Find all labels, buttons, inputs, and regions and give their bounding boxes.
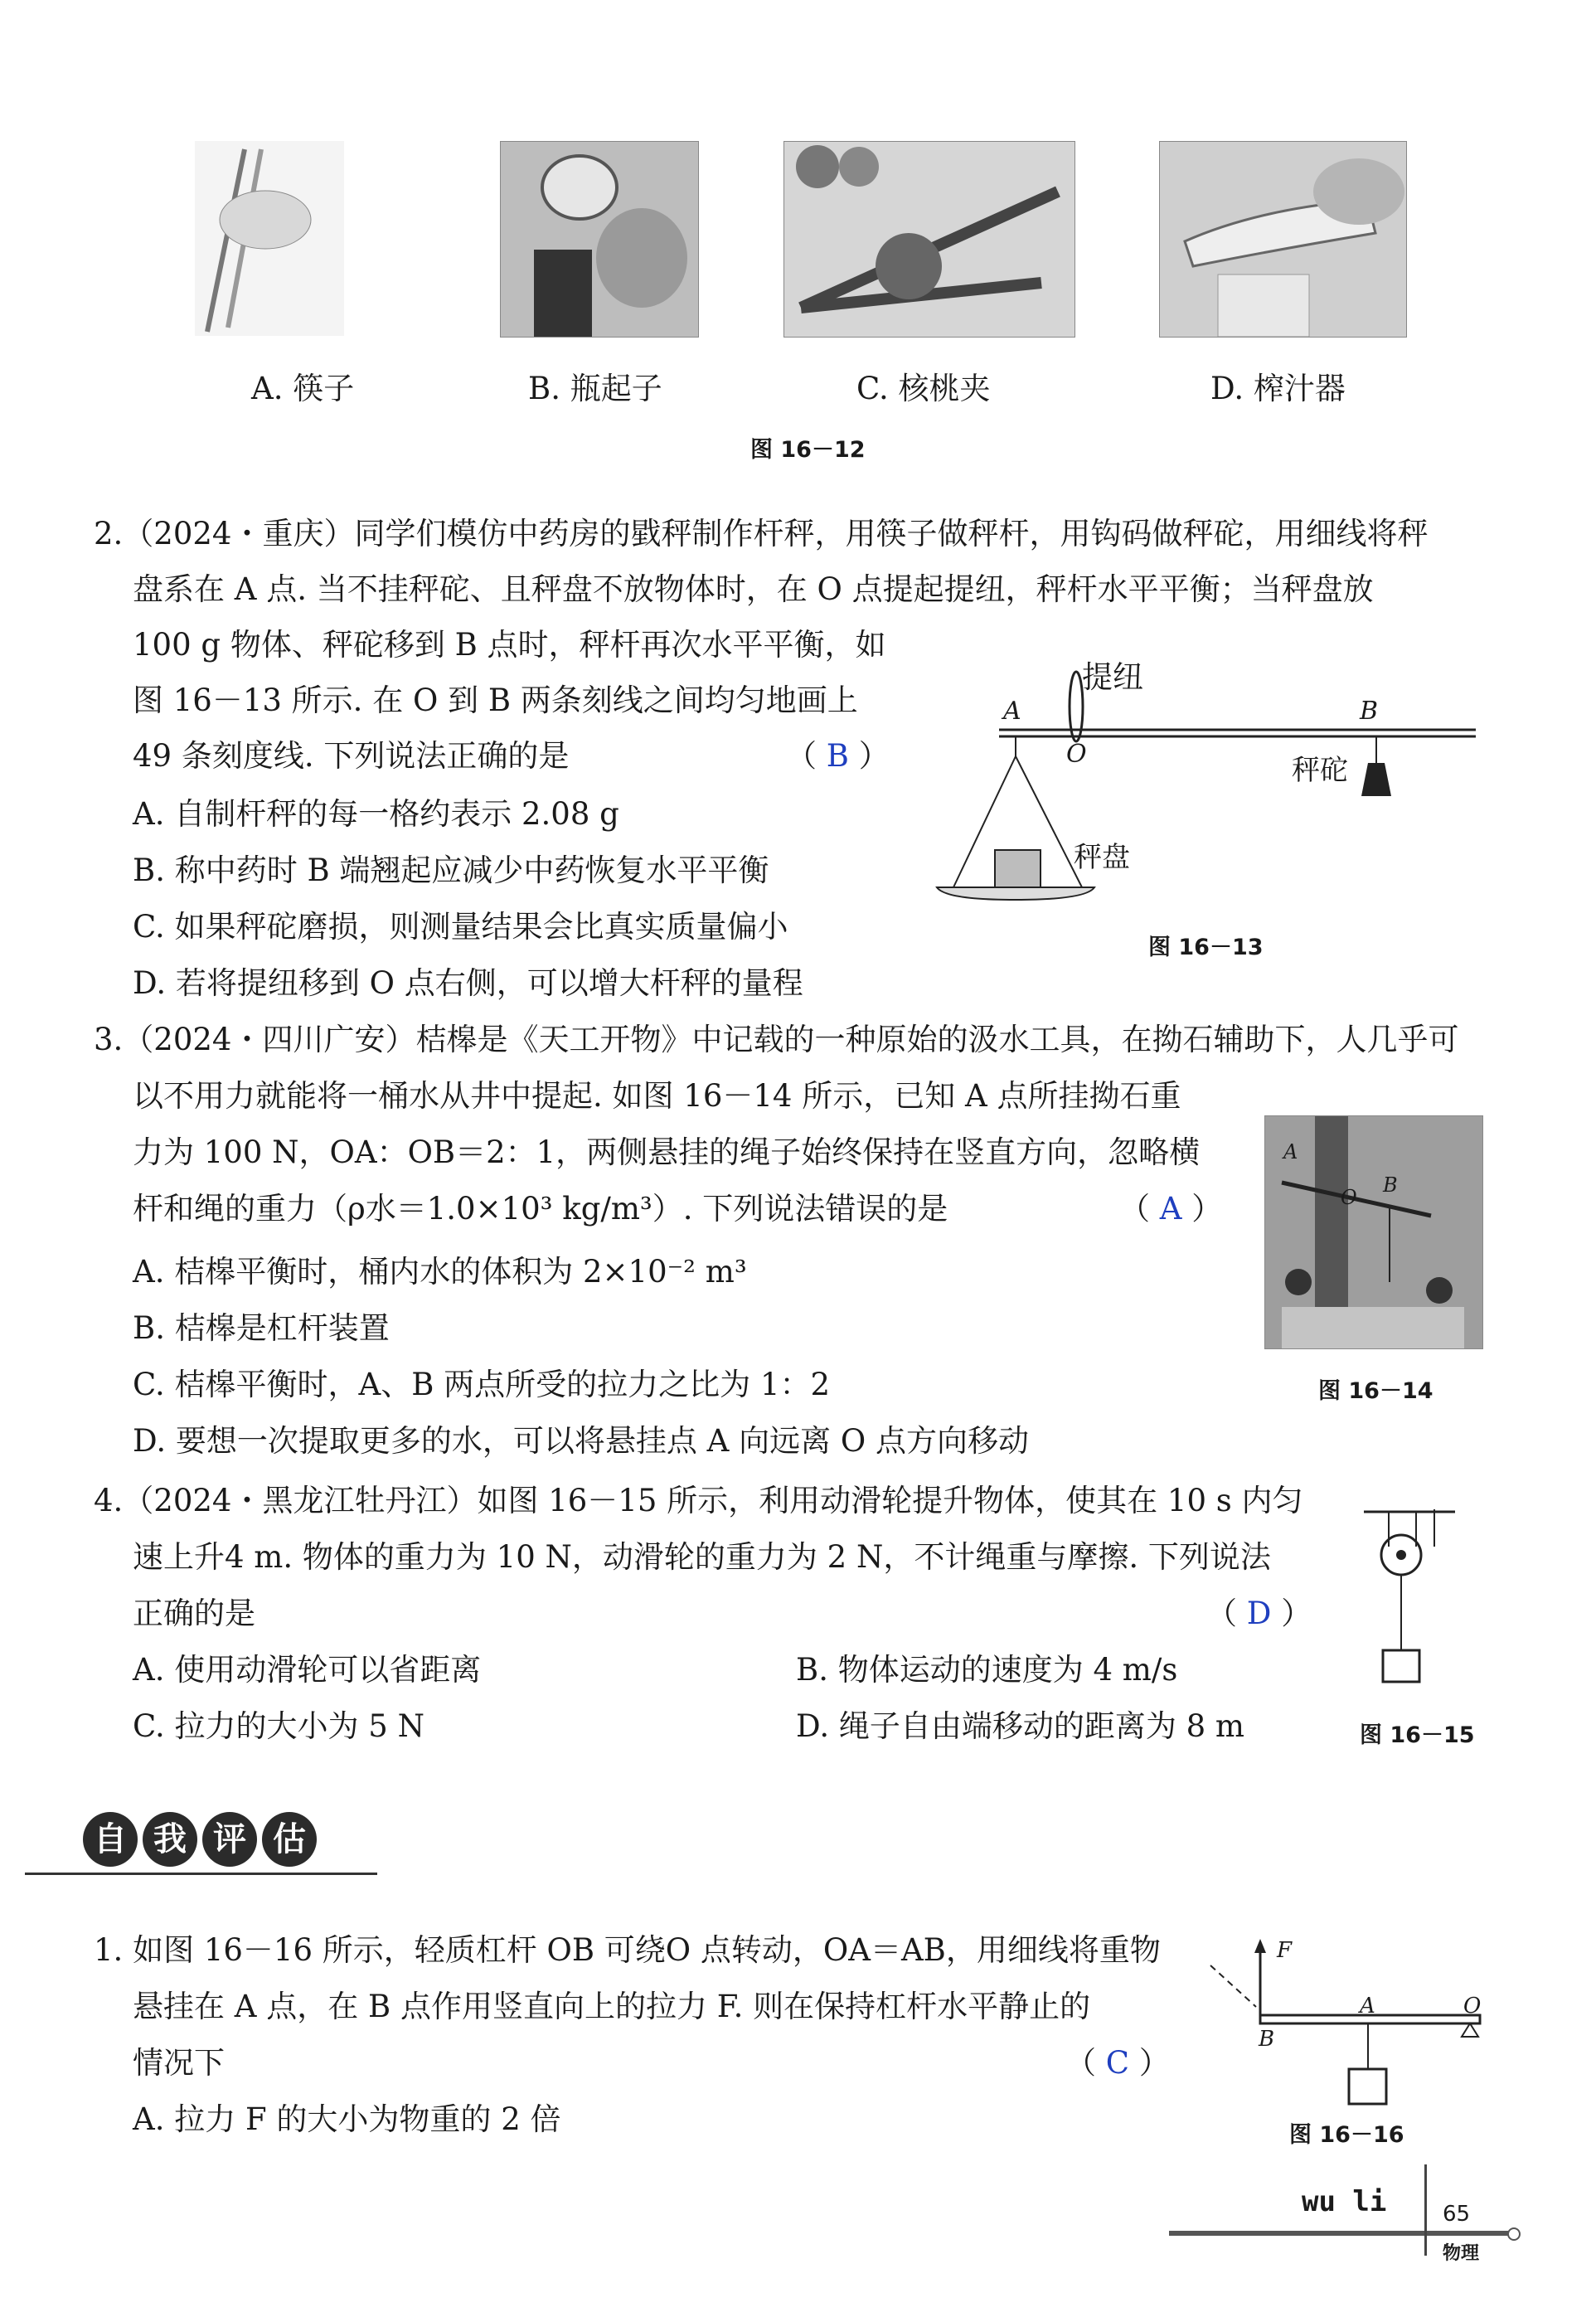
- q3-answer: A: [1159, 1191, 1182, 1227]
- q3-line-4: 杆和绳的重力（ρ水＝1.0×10³ kg/m³）. 下列说法错误的是: [133, 1191, 948, 1227]
- fig15-caption: 图 16－15: [1360, 1722, 1475, 1748]
- q4-option-b: B. 物体运动的速度为 4 m/s: [796, 1652, 1178, 1688]
- q3-option-c: C. 桔槔平衡时，A、B 两点所受的拉力之比为 1：2: [133, 1367, 831, 1402]
- fig13-label-chengtuo: 秤砣: [1292, 754, 1348, 787]
- lever-figure: [1206, 1932, 1488, 2123]
- fig14-caption: 图 16－14: [1318, 1378, 1433, 1404]
- q2-line-2: 盘系在 A 点. 当不挂秤砣、且秤盘不放物体时，在 O 点提起提纽，秤杆水平平衡；当秤盘放: [133, 571, 1374, 607]
- s1-answer: C: [1105, 2045, 1130, 2081]
- q2-option-a: A. 自制杆秤的每一格约表示 2.08 g: [133, 796, 619, 832]
- footer-bar: [1169, 2231, 1509, 2236]
- q4-option-a: A. 使用动滑轮可以省距离: [133, 1652, 482, 1688]
- fig13-label-tiniu: 提纽: [1082, 659, 1143, 695]
- q4-option-c: C. 拉力的大小为 5 N: [133, 1708, 424, 1744]
- q2-line-4: 图 16－13 所示. 在 O 到 B 两条刻线之间均匀地画上: [133, 683, 858, 718]
- q2-line-3: 100 g 物体、秤砣移到 B 点时，秤杆再次水平平衡，如: [133, 627, 886, 663]
- q4-line-2: 速上升4 m. 物体的重力为 10 N，动滑轮的重力为 2 N，不计绳重与摩擦. 下列说法: [133, 1539, 1271, 1575]
- scale-pan: [937, 887, 1094, 900]
- photo-juicer: [1159, 141, 1407, 338]
- q3-line-2: 以不用力就能将一桶水从井中提起. 如图 16－14 所示，已知 A 点所挂拗石重: [133, 1078, 1181, 1114]
- q4-answer: D: [1246, 1596, 1272, 1631]
- bottle-opener-illustration: [501, 142, 698, 337]
- fig12-option-c: C. 核桃夹: [856, 371, 991, 406]
- fig12-option-b: B. 瓶起子: [528, 371, 662, 406]
- weight-on-pan: [995, 850, 1041, 887]
- photo-bottle-opener: [500, 141, 699, 338]
- fig16-label-o: O: [1463, 1994, 1482, 2018]
- juicer-illustration: [1160, 142, 1406, 337]
- q4-line-3: 正确的是: [133, 1596, 255, 1631]
- s1-line-1: 1. 如图 16－16 所示，轻质杠杆 OB 可绕O 点转动，OA＝AB，用细线将重物: [94, 1932, 1161, 1968]
- footer-logo: wu li: [1302, 2185, 1387, 2218]
- q2-answer-bracket: （ B ）: [786, 738, 890, 774]
- fig14-label-b: B: [1383, 1173, 1398, 1197]
- walnut-cracker-illustration: [784, 142, 1075, 337]
- q3-line-3: 力为 100 N，OA：OB＝2：1，两侧悬挂的绳子始终保持在竖直方向，忽略横: [133, 1134, 1201, 1170]
- q3-answer-bracket: （ A ）: [1119, 1191, 1223, 1227]
- fig14-label-o: O: [1341, 1186, 1357, 1209]
- fig16-caption: 图 16－16: [1289, 2122, 1404, 2148]
- q3-line-1: 3.（2024・四川广安）桔槔是《天工开物》中记载的一种原始的汲水工具，在拗石辅助下，人几乎可: [94, 1022, 1459, 1057]
- fig16-label-a: A: [1360, 1994, 1375, 2018]
- section-char-1: 自: [83, 1812, 138, 1867]
- fig16-label-f: F: [1277, 1938, 1293, 1963]
- chopsticks-illustration: [195, 141, 344, 336]
- s1-line-3: 情况下: [133, 2045, 225, 2081]
- q2-option-c: C. 如果秤砣磨损，则测量结果会比真实质量偏小: [133, 909, 788, 945]
- section-char-3: 评: [202, 1812, 257, 1867]
- photo-walnut-cracker: [783, 141, 1075, 338]
- lever-load: [1349, 2069, 1386, 2104]
- section-char-2: 我: [143, 1812, 197, 1867]
- counterweight: [1361, 763, 1391, 796]
- footer-subject: 物理: [1443, 2243, 1480, 2264]
- fig14-label-a: A: [1283, 1140, 1298, 1163]
- pulley-figure: [1360, 1505, 1459, 1696]
- footer-divider: [1424, 2164, 1427, 2256]
- q4-line-1: 4.（2024・黑龙江牡丹江）如图 16－15 所示，利用动滑轮提升物体，使其在 10 s 内匀: [94, 1483, 1303, 1518]
- q2-answer: B: [826, 738, 849, 774]
- q3-option-a: A. 桔槔平衡时，桶内水的体积为 2×10⁻² m³: [133, 1254, 747, 1290]
- footer-dot: [1507, 2227, 1521, 2241]
- fig13-label-chengpan: 秤盘: [1074, 841, 1130, 874]
- q3-option-b: B. 桔槔是杠杆装置: [133, 1310, 390, 1346]
- section-underline: [25, 1873, 377, 1875]
- q4-option-d: D. 绳子自由端移动的距离为 8 m: [796, 1708, 1245, 1744]
- fig12-option-d: D. 榨汁器: [1210, 371, 1346, 406]
- fig16-label-b: B: [1259, 2027, 1275, 2052]
- section-char-4: 估: [262, 1812, 317, 1867]
- s1-line-2: 悬挂在 A 点，在 B 点作用竖直向上的拉力 F. 则在保持杠杆水平静止的: [133, 1989, 1091, 2024]
- s1-option-a: A. 拉力 F 的大小为物重的 2 倍: [133, 2101, 561, 2137]
- photo-chopsticks: [195, 141, 344, 336]
- q4-answer-bracket: （ D ）: [1206, 1596, 1312, 1631]
- page-number: 65: [1443, 2202, 1471, 2227]
- s1-answer-bracket: （ C ）: [1065, 2045, 1170, 2081]
- q2-line-1: 2.（2024・重庆）同学们模仿中药房的戥秤制作杆秤，用筷子做秤杆，用钩码做秤砣，用细线将秤: [94, 516, 1429, 551]
- fig13-label-o: O: [1066, 740, 1087, 769]
- q3-option-d: D. 要想一次提取更多的水，可以将悬挂点 A 向远离 O 点方向移动: [133, 1423, 1029, 1459]
- q2-line-5: 49 条刻度线. 下列说法正确的是: [133, 738, 570, 774]
- q2-option-b: B. 称中药时 B 端翘起应减少中药恢复水平平衡: [133, 853, 769, 888]
- fig13-label-b: B: [1360, 697, 1379, 726]
- fig13-caption: 图 16－13: [1148, 935, 1264, 960]
- fig12-option-a: A. 筷子: [251, 371, 355, 406]
- section-header: [83, 1812, 322, 1867]
- pulley-load: [1383, 1650, 1419, 1682]
- fig13-label-a: A: [1003, 697, 1021, 726]
- fig12-caption: 图 16－12: [750, 437, 866, 463]
- q2-option-d: D. 若将提纽移到 O 点右侧，可以增大杆秤的量程: [133, 965, 803, 1001]
